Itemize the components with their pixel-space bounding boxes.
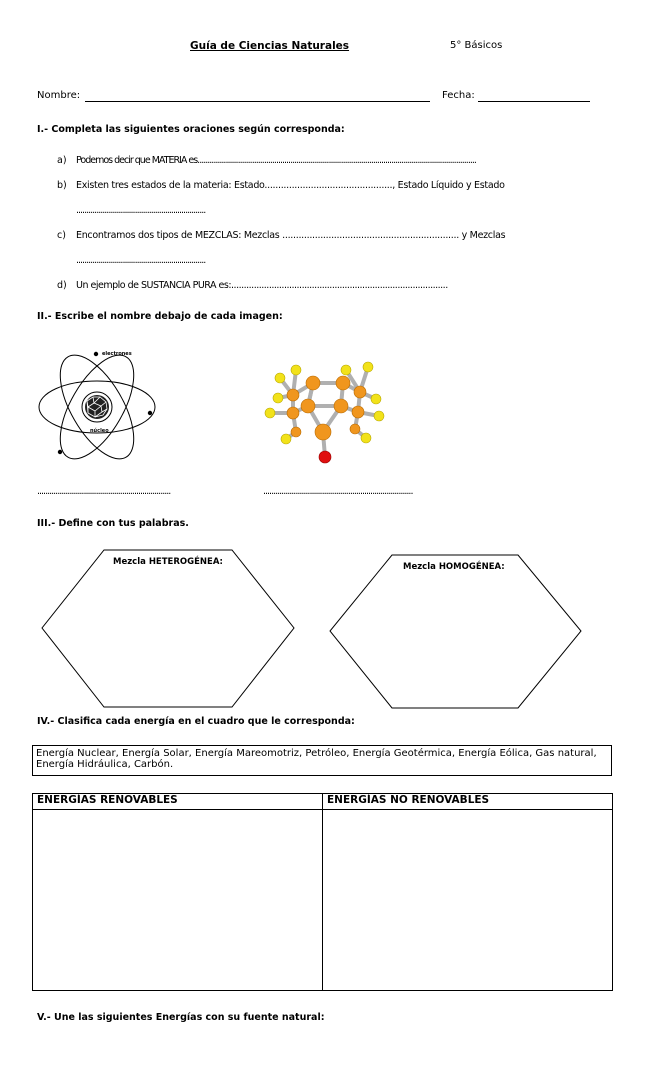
item-c-text: Encontramos dos tipos de MEZCLAS: Mezclas ................................................................. y Mezclas <box>76 230 506 241</box>
image-1-answer-blank[interactable]: .................................................................. <box>37 486 171 497</box>
item-c-blank: ................................................................ <box>76 255 206 266</box>
image-2-answer-blank[interactable]: .......................................................................... <box>263 486 413 497</box>
grade-label: 5° Básicos <box>450 40 503 51</box>
page-title: Guía de Ciencias Naturales <box>190 40 350 52</box>
item-a-text: Podemos decir que MATERIA es.......................................................................................................................................... <box>76 155 476 166</box>
hex1-label: Mezcla HETEROGÉNEA: <box>113 557 223 567</box>
section-1-heading: I.- Completa las siguientes oraciones según corresponda: <box>37 124 345 135</box>
molecule-illustration <box>258 340 403 465</box>
item-a-label: a) <box>57 155 67 166</box>
section-5-heading: V.- Une las siguientes Energías con su fuente natural: <box>37 1012 325 1023</box>
electron-dot <box>148 411 152 415</box>
electron-dot <box>94 352 98 356</box>
hex2-label: Mezcla HOMOGÉNEA: <box>403 562 505 572</box>
renewable-answer-cell[interactable] <box>33 810 323 991</box>
renewable-column-header: ENERGÍAS RENOVABLES <box>33 794 323 810</box>
atom-nucleus <box>82 392 112 422</box>
table-row <box>33 810 613 991</box>
item-c-label: c) <box>57 230 66 241</box>
date-label: Fecha: <box>442 90 475 101</box>
date-field[interactable] <box>478 101 590 102</box>
item-d-text: Un ejemplo de SUSTANCIA PURA es:...................................................................................... <box>76 280 448 291</box>
name-field[interactable] <box>85 101 430 102</box>
item-d-label: d) <box>57 280 67 291</box>
atom-label-nucleus: núcleo <box>90 428 109 434</box>
item-b-text: Existen tres estados de la materia: Estado..............................................., Estado Líquido y Estado <box>76 180 505 191</box>
hexagon-homogeneous <box>328 553 584 711</box>
atom-label-electrons: electrones <box>102 351 132 357</box>
nonrenewable-column-header: ENERGÍAS NO RENOVABLES <box>323 794 613 810</box>
item-b-blank: ................................................................ <box>76 205 206 216</box>
nonrenewable-answer-cell[interactable] <box>323 810 613 991</box>
section-4-heading: IV.- Clasifica cada energía en el cuadro que le corresponda: <box>37 716 355 727</box>
energy-classification-table <box>32 793 613 991</box>
energy-list-box: Energía Nuclear, Energía Solar, Energía Mareomotriz, Petróleo, Energía Geotérmica, Energía Eólica, Gas natural, Energía Hidráulica, Carbón. <box>32 745 612 776</box>
item-b-label: b) <box>57 180 67 191</box>
name-label: Nombre: <box>37 90 81 101</box>
section-2-heading: II.- Escribe el nombre debajo de cada imagen: <box>37 311 283 322</box>
table-header-row <box>33 794 613 810</box>
hexagon-heterogeneous <box>40 548 298 710</box>
electron-dot <box>58 450 62 454</box>
atom-illustration <box>30 345 165 465</box>
section-3-heading: III.- Define con tus palabras. <box>37 518 189 529</box>
